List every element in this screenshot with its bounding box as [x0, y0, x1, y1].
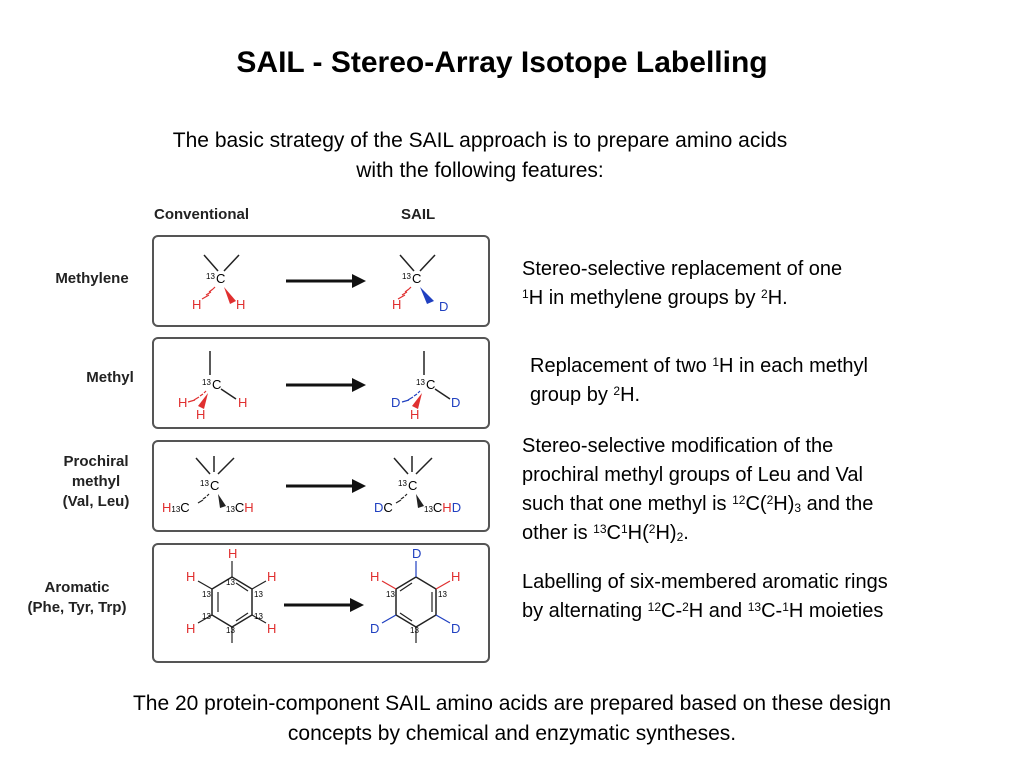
isotope-label: 13: [202, 378, 211, 387]
intro-text: [90, 126, 870, 186]
intro-line-1: The basic strategy of the SAIL approach is to prepare amino acids: [172, 129, 788, 152]
hashed-bond: [198, 494, 209, 503]
isotope-label: 13: [410, 626, 419, 635]
methyl-structure-panel: [152, 337, 490, 429]
isotope-label: 13: [386, 590, 395, 599]
feature-aromatic: [522, 568, 1002, 626]
feature-line: such that one methyl is $^{12}C(^2H)_3$ and the: [522, 493, 874, 515]
row-label-line: Prochiral: [63, 453, 129, 470]
benzene-ring: [396, 577, 436, 627]
reaction-arrow: [284, 598, 364, 612]
feature-line: prochiral methyl groups of Leu and Val: [522, 464, 863, 486]
isotope-label: 13: [226, 626, 235, 635]
column-header-conventional: Conventional: [154, 206, 250, 223]
aromatic-conventional-structure: [186, 546, 276, 643]
carbon-atom: C: [426, 377, 436, 392]
methyl-structures: [154, 339, 488, 427]
hydrogen-atom: H: [370, 569, 380, 584]
methyl-group: 13CH: [226, 500, 254, 515]
row-label-methyl: [62, 368, 158, 388]
isotope-label: 13: [416, 378, 425, 387]
hydrogen-atom: H: [186, 621, 196, 636]
column-header-sail: SAIL: [401, 206, 436, 223]
deuterium-atom: D: [391, 395, 401, 410]
carbon-atom: C: [412, 271, 422, 286]
hydrogen-atom: H: [410, 407, 420, 422]
isotope-label: 13: [254, 612, 263, 621]
feature-line: Stereo-selective modification of the: [522, 435, 834, 457]
deuterium-atom: D: [370, 621, 380, 636]
isotope-label: 13: [200, 479, 209, 488]
carbon-atom: C: [216, 271, 226, 286]
row-label-line: methyl: [71, 473, 121, 490]
hashed-bond: [396, 494, 407, 503]
prochiral-structure-panel: [152, 440, 490, 532]
isotope-label: 13: [402, 272, 411, 281]
prochiral-sail-structure: [374, 456, 461, 515]
row-label-line: Aromatic: [44, 579, 110, 596]
aromatic-structure-panel: [152, 543, 490, 663]
isotope-label: 13: [438, 590, 447, 599]
deuterium-atom: D: [451, 395, 461, 410]
page-title: SAIL - Stereo-Array Isotope Labelling: [236, 46, 768, 79]
hydrogen-atom: H: [267, 621, 277, 636]
methyl-group: DC: [374, 500, 393, 515]
row-label-line: Methyl: [86, 369, 134, 386]
hydrogen-atom: H: [186, 569, 196, 584]
row-label-prochiral: [46, 452, 146, 512]
methyl-sail-structure: [391, 351, 460, 422]
carbon-atom: C: [210, 478, 220, 493]
hydrogen-atom: H: [238, 395, 248, 410]
feature-line: $^1$H in methylene groups by $^2$H.: [522, 287, 788, 309]
isotope-label: 13: [206, 272, 215, 281]
methylene-structures: [154, 237, 488, 325]
hydrogen-atom: H: [196, 407, 206, 422]
wedge-bond: [224, 287, 236, 304]
intro-line-2: with the following features:: [356, 159, 604, 182]
isotope-label: 13: [202, 590, 211, 599]
hashed-bond: [202, 287, 215, 299]
deuterium-atom: D: [451, 621, 461, 636]
methylene-sail-structure: [392, 255, 448, 314]
hydrogen-atom: H: [178, 395, 188, 410]
hydrogen-atom: H: [228, 546, 238, 561]
isotope-label: 13: [202, 612, 211, 621]
hydrogen-atom: H: [236, 297, 246, 312]
aromatic-sail-structure: [370, 546, 460, 643]
carbon-atom: C: [212, 377, 222, 392]
hydrogen-atom: H: [451, 569, 461, 584]
isotope-label: 13: [254, 590, 263, 599]
row-label-line: (Phe, Tyr, Trp): [27, 599, 127, 616]
wedge-bond: [420, 287, 434, 304]
wedge-bond: [416, 494, 424, 508]
feature-line: Replacement of two $^1$H in each methyl: [530, 355, 868, 377]
deuterium-atom: D: [412, 546, 422, 561]
feature-line: Stereo-selective replacement of one: [522, 258, 843, 280]
hydrogen-atom: H: [192, 297, 202, 312]
aromatic-structures: [154, 545, 488, 661]
prochiral-structures: [154, 442, 488, 530]
feature-methyl: [530, 352, 1000, 410]
isotope-label: 13: [398, 479, 407, 488]
prochiral-conventional-structure: [162, 456, 254, 515]
methyl-conventional-structure: [178, 351, 247, 422]
footer-text: [20, 689, 1004, 749]
footer-line-1: The 20 protein-component SAIL amino acids are prepared based on these design: [132, 692, 892, 715]
wedge-bond: [218, 494, 226, 508]
feature-methylene: [522, 255, 992, 313]
reaction-arrow: [286, 479, 366, 493]
hydrogen-atom: H: [392, 297, 402, 312]
reaction-arrow: [286, 378, 366, 392]
row-label-aromatic: [12, 578, 142, 618]
methylene-structure-panel: [152, 235, 490, 327]
reaction-arrow: [286, 274, 366, 288]
feature-line: other is $^{13}C^1H(^2H)_2$.: [522, 522, 689, 544]
footer-line-2: concepts by chemical and enzymatic syntheses.: [287, 722, 737, 745]
methyl-group: 13CHD: [424, 500, 462, 515]
feature-prochiral: [522, 432, 1002, 548]
row-label-line: (Val, Leu): [62, 493, 130, 510]
carbon-atom: C: [408, 478, 418, 493]
isotope-label: 13: [226, 578, 235, 587]
methylene-conventional-structure: [192, 255, 245, 312]
feature-line: by alternating $^{12}$C-$^2$H and $^{13}$C-$^1$H moieties: [522, 600, 884, 622]
hydrogen-atom: H: [267, 569, 277, 584]
row-label-line: Methylene: [55, 270, 129, 287]
feature-line: Labelling of six-membered aromatic rings: [522, 571, 888, 593]
row-label-methylene: [44, 269, 140, 289]
feature-line: group by $^2$H.: [530, 384, 641, 406]
deuterium-atom: D: [439, 299, 449, 314]
methyl-group: H13C: [162, 500, 190, 515]
